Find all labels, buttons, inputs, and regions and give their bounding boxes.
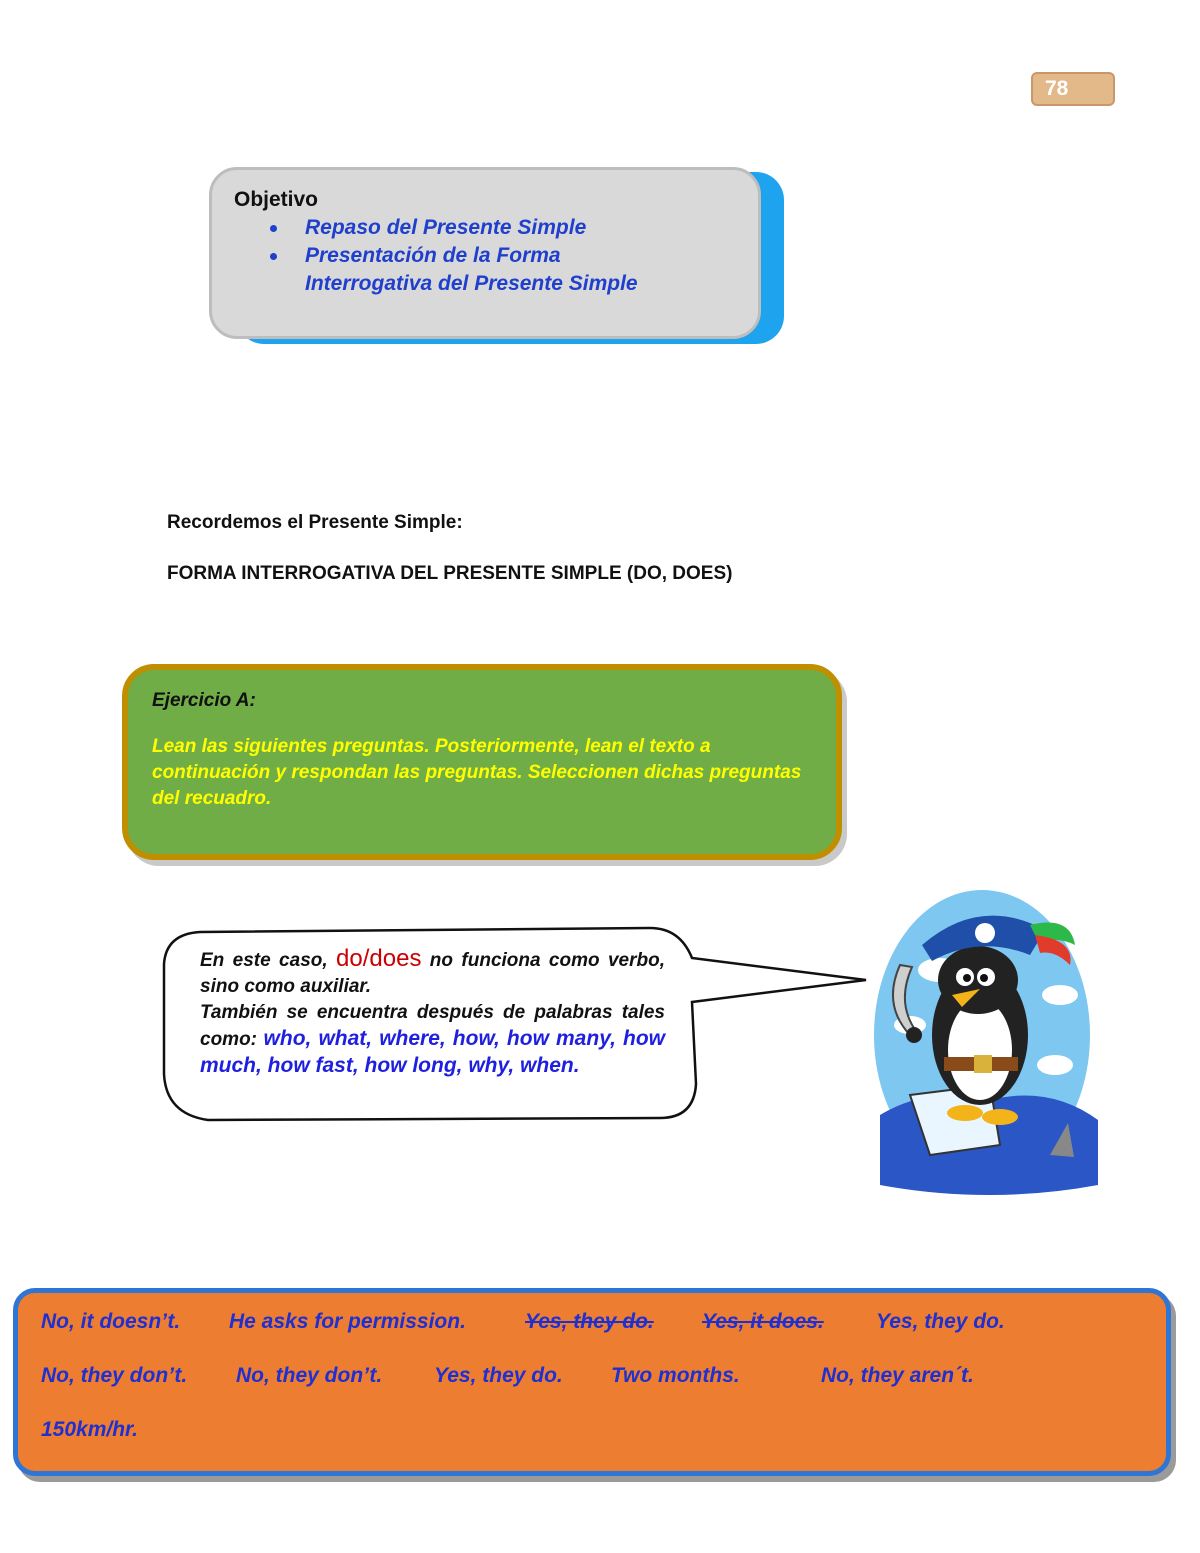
answer-option: No, they aren´t. [821, 1364, 974, 1387]
exercise-box [122, 664, 842, 860]
answer-option: Yes, they do. [876, 1310, 1005, 1333]
objective-item [234, 214, 758, 242]
objective-item-text: Presentación de la Forma [305, 244, 561, 267]
answer-option-crossed: Yes, they do. [525, 1310, 654, 1333]
bullet-icon [270, 225, 277, 232]
bullet-icon [270, 253, 277, 260]
objective-list [234, 214, 758, 298]
answer-option: No, they don’t. [41, 1364, 188, 1387]
exercise-instructions: Lean las siguientes preguntas. Posteriormente, lean el texto a continuación y respondan las preguntas. Seleccionen dichas preguntas del recuadro. [152, 736, 802, 809]
objective-item [234, 242, 758, 270]
answer-option-crossed: Yes, it does. [702, 1310, 824, 1333]
objective-box [209, 167, 761, 339]
exercise-title: Ejercicio A: [152, 690, 256, 711]
question-words: who, what, where, how, how many, how much, how fast, how long, why, when. [200, 1027, 665, 1077]
answer-option: No, it doesn’t. [41, 1310, 181, 1333]
speech-bubble-text [200, 946, 665, 1080]
do-does-highlight: do/does [336, 945, 422, 972]
bubble-text-part: En este caso, [200, 950, 337, 971]
objective-item-text: Repaso del Presente Simple [305, 216, 587, 239]
bubble-text-part: no funciona como verbo, sino como auxiliar. [200, 950, 666, 997]
objective-item-continued [234, 270, 758, 298]
answer-option: Two months. [611, 1364, 740, 1387]
answer-option: 150km/hr. [41, 1418, 138, 1441]
objective-title: Objetivo [234, 188, 319, 211]
objective-item-text: Interrogativa del Presente Simple [305, 272, 638, 295]
page-number: 78 [1031, 72, 1115, 106]
bubble-text-part: También se encuentra después de palabras tales como: [200, 1002, 665, 1050]
pirate-penguin-illustration [870, 885, 1100, 1205]
answer-option: No, they don’t. [236, 1364, 383, 1387]
answer-option: He asks for permission. [229, 1310, 466, 1333]
recordemos-heading: Recordemos el Presente Simple: [167, 512, 463, 533]
forma-interrogativa-heading: FORMA INTERROGATIVA DEL PRESENTE SIMPLE (DO, DOES) [167, 563, 733, 584]
answer-option: Yes, they do. [434, 1364, 563, 1387]
